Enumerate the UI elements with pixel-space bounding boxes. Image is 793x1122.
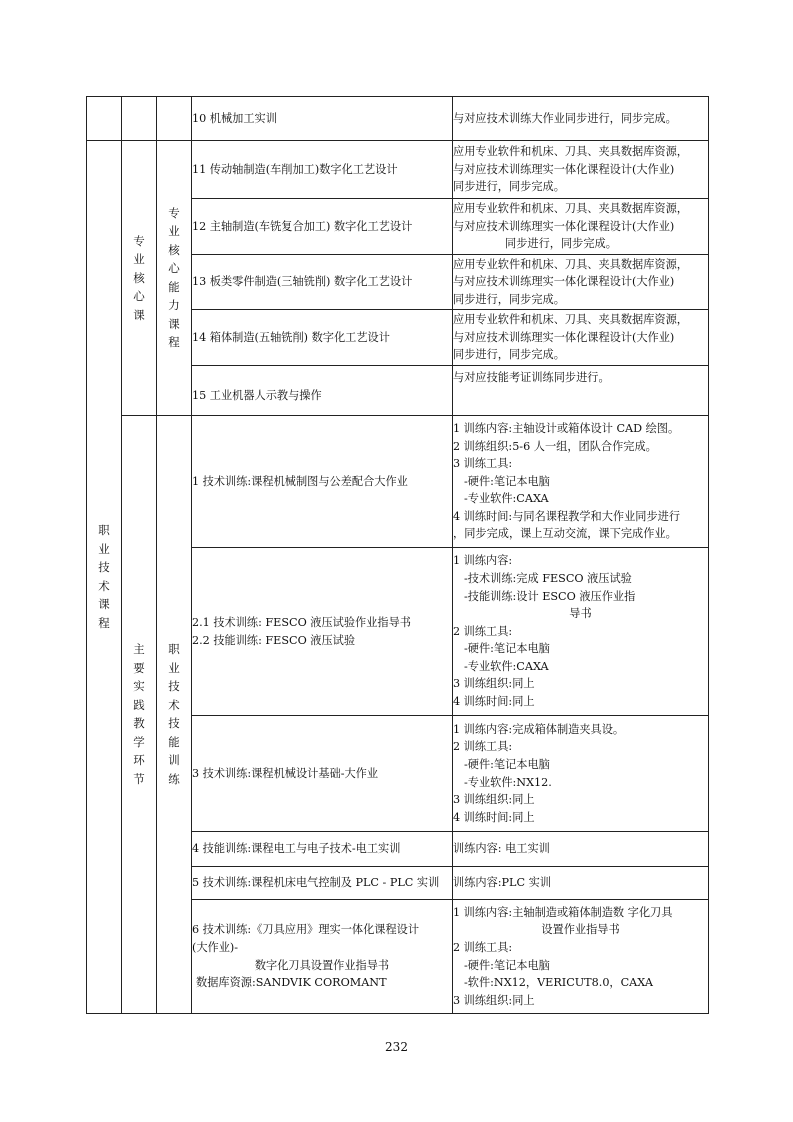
note-line: 4 训练时间:同上 [453, 695, 535, 709]
table-row [87, 97, 709, 141]
course-cell [192, 548, 453, 716]
course-line: (大作业)- [192, 940, 239, 954]
note-line: -专业软件:CAXA [464, 659, 549, 673]
course-line: 10 机械加工实训 [192, 111, 277, 125]
note-cell [453, 416, 709, 548]
course-cell [192, 716, 453, 832]
note-line: 与对应技能考证训练同步进行。 [453, 371, 610, 384]
note-cell [453, 199, 709, 255]
note-line: 2 训练组织:5-6 人一组，团队合作完成。 [453, 439, 657, 453]
course-line: 13 板类零件制造(三轴铣削) 数字化工艺设计 [192, 275, 413, 289]
note-line: 训练内容:PLC 实训 [453, 876, 551, 890]
course-cell [192, 310, 453, 366]
note-line: 与对应技术训练理实一体化课程设计(大作业) [453, 275, 675, 289]
note-cell [453, 366, 709, 416]
category-cell [87, 141, 122, 1014]
note-line: -专业软件:CAXA [464, 492, 549, 506]
empty-cell [87, 97, 122, 141]
note-line: -硬件:笔记本电脑 [464, 958, 550, 972]
note-line: 同步进行，同步完成。 [453, 180, 565, 194]
empty-cell [122, 97, 157, 141]
course-line: 6 技术训练:《刀具应用》理实一体化课程设计 [192, 923, 420, 937]
note-line: 2 训练工具: [453, 740, 513, 754]
subcategory-label: 主要实践教学环节 [133, 642, 145, 786]
note-cell [453, 832, 709, 867]
note-line: 设置作业指导书 [541, 923, 620, 937]
subcategory-cell [122, 141, 157, 416]
subcategory-label: 专业核心课 [133, 233, 145, 322]
course-cell [192, 832, 453, 867]
course-cell [192, 900, 453, 1014]
course-cell [192, 867, 453, 900]
note-line: 1 训练内容:完成箱体制造夹具设。 [453, 722, 625, 736]
course-line: 2.1 技术训练: FESCO 液压试验作业指导书 [192, 615, 411, 629]
note-line: 同步进行，同步完成。 [505, 237, 617, 251]
note-line: 应用专业软件和机床、刀具、夹具数据库资源， [453, 313, 688, 327]
course-line: 14 箱体制造(五轴铣削) 数字化工艺设计 [192, 330, 390, 344]
note-line: 1 训练内容: [453, 554, 513, 568]
empty-cell [157, 97, 192, 141]
note-cell [453, 255, 709, 310]
note-line: 与对应技术训练理实一体化课程设计(大作业) [453, 162, 675, 176]
note-line: -专业软件:NX12. [464, 775, 552, 789]
note-line: -硬件:笔记本电脑 [464, 757, 550, 771]
ability-label: 职业技术技能训练 [168, 642, 180, 786]
note-line: 4 训练时间:同上 [453, 810, 535, 824]
note-line: 1 训练内容:主轴制造或箱体制造数 字化刀具 [453, 905, 673, 919]
note-line: -技能训练:设计 ESCO 液压作业指 [464, 589, 636, 603]
note-line: 与对应技术训练理实一体化课程设计(大作业) [453, 330, 675, 344]
course-line: 3 技术训练:课程机械设计基础-大作业 [192, 766, 379, 780]
course-line: 1 技术训练:课程机械制图与公差配合大作业 [192, 474, 408, 488]
note-line: -软件:NX12，VERICUT8.0，CAXA [464, 976, 653, 990]
ability-cell [157, 416, 192, 1014]
table-row [87, 416, 709, 548]
note-cell [453, 548, 709, 716]
note-line: 与对应技术训练理实一体化课程设计(大作业) [453, 219, 675, 233]
note-cell [453, 716, 709, 832]
course-line: 2.2 技能训练: FESCO 液压试验 [192, 633, 356, 647]
subcategory-cell [122, 416, 157, 1014]
course-cell [192, 141, 453, 199]
course-line: 15 工业机器人示教与操作 [192, 389, 322, 403]
note-line: 与对应技术训练大作业同步进行，同步完成。 [453, 111, 677, 125]
note-line: -硬件:笔记本电脑 [464, 642, 550, 656]
note-cell [453, 867, 709, 900]
note-line: 同步进行，同步完成。 [453, 348, 565, 362]
note-line: 2 训练工具: [453, 940, 513, 954]
note-cell [453, 141, 709, 199]
note-line: ，同步完成，课上互动交流，课下完成作业。 [453, 527, 677, 541]
course-line: 12 主轴制造(车铣复合加工) 数字化工艺设计 [192, 219, 413, 233]
course-line: 数字化刀具设置作业指导书 [254, 958, 390, 972]
course-cell [192, 416, 453, 548]
note-cell [453, 97, 709, 141]
category-label: 职业技术课程 [98, 523, 110, 630]
note-line: -技术训练:完成 FESCO 液压试验 [464, 571, 632, 585]
note-line: 2 训练工具: [453, 624, 513, 638]
ability-label: 专业核心能力课程 [168, 205, 180, 350]
curriculum-table [86, 96, 709, 1014]
ability-cell [157, 141, 192, 416]
note-line: 3 训练组织:同上 [453, 993, 535, 1007]
note-line: 同步进行，同步完成。 [453, 292, 565, 306]
note-line: 1 训练内容:主轴设计或箱体设计 CAD 绘图。 [453, 421, 680, 435]
page-number: 232 [385, 1040, 408, 1054]
note-cell [453, 900, 709, 1014]
course-cell [192, 366, 453, 416]
note-line: 训练内容: 电工实训 [453, 842, 550, 856]
course-line: 5 技术训练:课程机床电气控制及 PLC - PLC 实训 [192, 876, 440, 890]
note-line: 3 训练组织:同上 [453, 677, 535, 691]
note-line: 3 训练组织:同上 [453, 793, 535, 807]
course-cell [192, 97, 453, 141]
note-line: 应用专业软件和机床、刀具、夹具数据库资源， [453, 145, 688, 159]
course-cell [192, 199, 453, 255]
note-cell [453, 310, 709, 366]
note-line: 应用专业软件和机床、刀具、夹具数据库资源， [453, 202, 688, 216]
note-line: 应用专业软件和机床、刀具、夹具数据库资源， [453, 257, 688, 271]
course-line: 11 传动轴制造(车削加工)数字化工艺设计 [192, 162, 398, 176]
course-line: 数据库资源:SANDVIK COROMANT [196, 976, 387, 990]
course-cell [192, 255, 453, 310]
table-row [87, 141, 709, 199]
note-line: 3 训练工具: [453, 457, 513, 471]
note-line: -硬件:笔记本电脑 [464, 474, 550, 488]
course-line: 4 技能训练:课程电工与电子技术-电工实训 [192, 842, 401, 856]
note-line: 4 训练时间:与同名课程教学和大作业同步进行 [453, 509, 681, 523]
note-line: 导书 [569, 607, 592, 621]
